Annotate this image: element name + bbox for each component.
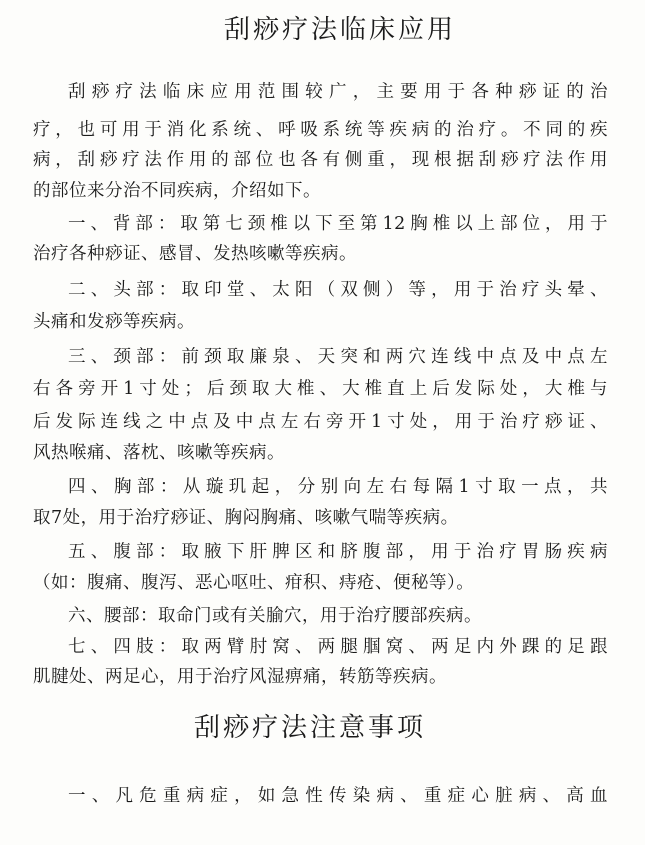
limbs-line-2: 肌腱处、两足心，用于治疗风湿痹痛，转筋等疾病。 xyxy=(33,667,447,687)
waist-line-1: 六、腰部：取命门或有关腧穴，用于治疗腰部疾病。 xyxy=(68,606,482,626)
neck-line-3: 后发际连线之中点及中点左右旁开1寸处，用于治疗痧证、 xyxy=(33,412,608,432)
back-line-1: 一、背部：取第七颈椎以下至第12胸椎以上部位，用于 xyxy=(68,214,608,234)
chest-line-1: 四、胸部：从璇玑起，分别向左右每隔1寸取一点，共 xyxy=(68,477,608,497)
neck-line-2: 右各旁开1寸处；后颈取大椎、大椎直上后发际处，大椎与 xyxy=(33,379,608,399)
limbs-line-1: 七、四肢：取两臂肘窝、两腿腘窝、两足内外踝的足跟 xyxy=(68,637,608,657)
intro-line-3: 病，刮痧疗法作用的部位也各有侧重，现根据刮痧疗法作用 xyxy=(33,150,608,170)
section-title-precautions: 刮痧疗法注意事项 xyxy=(193,713,426,743)
intro-line-2: 疗，也可用于消化系统、呼吸系统等疾病的治疗。不同的疾 xyxy=(33,120,608,140)
neck-line-4: 风热喉痛、落枕、咳嗽等疾病。 xyxy=(33,443,285,463)
intro-line-4: 的部位来分治不同疾病，介绍如下。 xyxy=(33,181,321,201)
neck-line-1: 三、颈部：前颈取廉泉、天突和两穴连线中点及中点左 xyxy=(68,347,608,367)
intro-line-1: 刮痧疗法临床应用范围较广，主要用于各种痧证的治 xyxy=(68,82,608,102)
abdomen-line-1: 五、腹部：取腋下肝脾区和脐腹部，用于治疗胃肠疾病 xyxy=(68,542,608,562)
abdomen-line-2: （如：腹痛、腹泻、恶心呕吐、疳积、痔疮、便秘等）。 xyxy=(33,573,475,593)
precaution-line-1: 一、凡危重病症，如急性传染病、重症心脏病、高血 xyxy=(68,786,608,806)
back-line-2: 治疗各种痧证、感冒、发热咳嗽等疾病。 xyxy=(33,244,357,264)
chest-line-2: 取7处，用于治疗痧证、胸闷胸痛、咳嗽气喘等疾病。 xyxy=(33,508,459,528)
head-line-1: 二、头部：取印堂、太阳（双侧）等，用于治疗头晕、 xyxy=(68,280,608,300)
head-line-2: 头痛和发痧等疾病。 xyxy=(33,312,195,332)
section-title-clinical-application: 刮痧疗法临床应用 xyxy=(223,15,456,45)
